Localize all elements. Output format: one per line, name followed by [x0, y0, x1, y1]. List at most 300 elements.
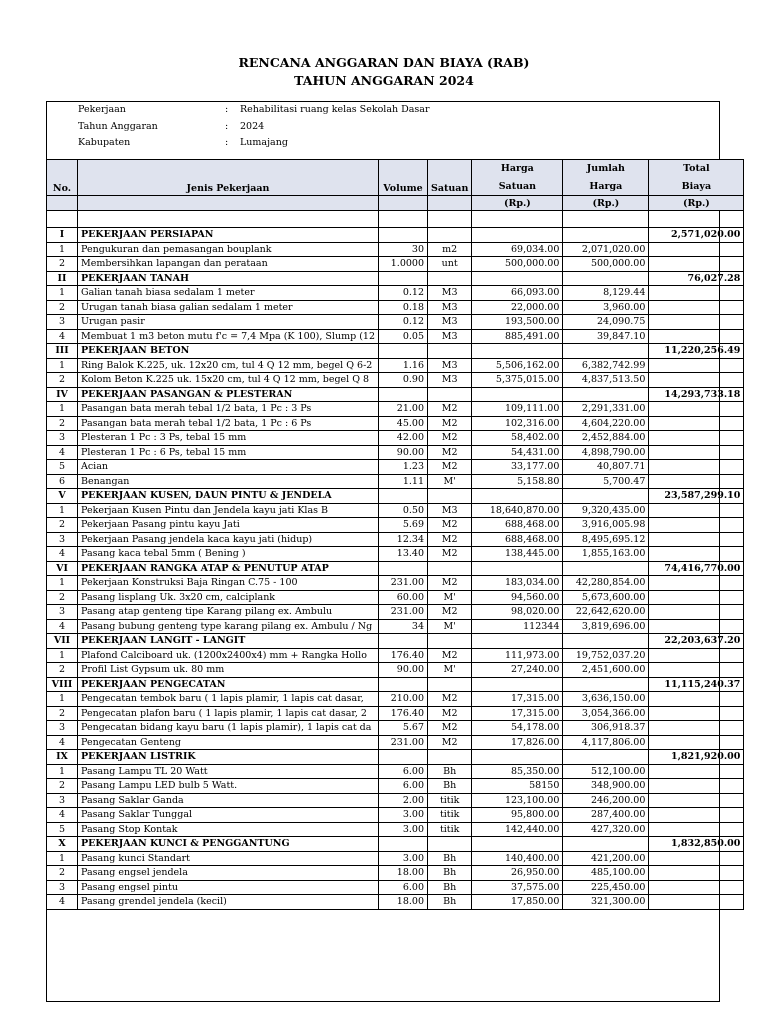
- item-harga-satuan: 58,402.00: [472, 431, 563, 446]
- item-name: Pekerjaan Konstruksi Baja Ringan C.75 - 100: [78, 576, 379, 591]
- table-row: [47, 576, 744, 591]
- header-rp: (Rp.): [472, 196, 563, 211]
- item-satuan: M2: [428, 706, 472, 721]
- empty-cell: [649, 576, 744, 591]
- empty-cell: [563, 677, 649, 692]
- item-number: 3: [47, 793, 78, 808]
- item-name: Galian tanah biasa sedalam 1 meter: [78, 286, 379, 301]
- info-label-kabupaten: Kabupaten: [78, 137, 131, 148]
- item-volume: 3.00: [379, 851, 428, 866]
- item-satuan: Bh: [428, 866, 472, 881]
- item-jumlah-harga: 500,000.00: [563, 257, 649, 272]
- info-label-tahun: Tahun Anggaran: [78, 121, 158, 132]
- section-total: 23,587,299.10: [649, 489, 744, 504]
- empty-cell: [649, 211, 744, 228]
- item-jumlah-harga: 22,642,620.00: [563, 605, 649, 620]
- item-name: Pasang kunci Standart: [78, 851, 379, 866]
- table-row: [47, 663, 744, 678]
- empty-cell: [563, 271, 649, 286]
- item-number: 2: [47, 257, 78, 272]
- empty-cell: [563, 489, 649, 504]
- item-satuan: M': [428, 590, 472, 605]
- header-total-line2: Biaya: [649, 178, 744, 196]
- item-jumlah-harga: 2,291,331.00: [563, 402, 649, 417]
- empty-cell: [379, 677, 428, 692]
- item-satuan: M3: [428, 315, 472, 330]
- item-satuan: M2: [428, 735, 472, 750]
- header-harga-line1: Harga: [472, 160, 563, 178]
- item-harga-satuan: 688,468.00: [472, 518, 563, 533]
- table-row: [47, 706, 744, 721]
- item-number: 5: [47, 822, 78, 837]
- empty-cell: [428, 677, 472, 692]
- item-name: Pasangan bata merah tebal 1/2 bata, 1 Pc : 3 Ps: [78, 402, 379, 417]
- item-harga-satuan: 111,973.00: [472, 648, 563, 663]
- item-harga-satuan: 17,315.00: [472, 706, 563, 721]
- header-jumlah-line1: Jumlah: [563, 160, 649, 178]
- item-number: 2: [47, 866, 78, 881]
- item-number: 2: [47, 779, 78, 794]
- empty-cell: [563, 561, 649, 576]
- item-jumlah-harga: 4,117,806.00: [563, 735, 649, 750]
- document-title: RENCANA ANGGARAN DAN BIAYA (RAB): [238, 55, 530, 70]
- table-row: [47, 605, 744, 620]
- item-volume: 1.0000: [379, 257, 428, 272]
- empty-cell: [379, 211, 428, 228]
- item-harga-satuan: 33,177.00: [472, 460, 563, 475]
- item-name: Plesteran 1 Pc : 6 Ps, tebal 15 mm: [78, 445, 379, 460]
- spacer-row: [47, 211, 744, 228]
- empty-cell: [428, 750, 472, 765]
- item-name: Acian: [78, 460, 379, 475]
- item-name: Profil List Gypsum uk. 80 mm: [78, 663, 379, 678]
- item-jumlah-harga: 39,847.10: [563, 329, 649, 344]
- item-number: 1: [47, 764, 78, 779]
- item-volume: 60.00: [379, 590, 428, 605]
- section-total: 22,203,637.20: [649, 634, 744, 649]
- item-number: 3: [47, 721, 78, 736]
- item-jumlah-harga: 3,916,005.98: [563, 518, 649, 533]
- empty-cell: [649, 445, 744, 460]
- item-number: 4: [47, 547, 78, 562]
- info-value-kabupaten: Lumajang: [240, 137, 288, 148]
- item-name: Urugan pasir: [78, 315, 379, 330]
- empty-cell: [649, 808, 744, 823]
- header-rp: (Rp.): [563, 196, 649, 211]
- empty-cell: [379, 837, 428, 852]
- item-jumlah-harga: 9,320,435.00: [563, 503, 649, 518]
- section-row: [47, 489, 744, 504]
- table-row: [47, 822, 744, 837]
- empty-cell: [472, 489, 563, 504]
- item-number: 4: [47, 619, 78, 634]
- section-name: PEKERJAAN TANAH: [78, 271, 379, 286]
- item-volume: 45.00: [379, 416, 428, 431]
- section-row: [47, 228, 744, 243]
- empty-cell: [428, 837, 472, 852]
- item-harga-satuan: 17,826.00: [472, 735, 563, 750]
- empty-cell: [47, 211, 78, 228]
- item-jumlah-harga: 8,495,695.12: [563, 532, 649, 547]
- section-name: PEKERJAAN RANGKA ATAP & PENUTUP ATAP: [78, 561, 379, 576]
- header-rp: (Rp.): [649, 196, 744, 211]
- empty-cell: [472, 837, 563, 852]
- item-satuan: M3: [428, 373, 472, 388]
- item-jumlah-harga: 427,320.00: [563, 822, 649, 837]
- item-name: Ring Balok K.225, uk. 12x20 cm, tul 4 Q 12 mm, begel Q 6-2: [78, 358, 379, 373]
- section-total: 14,293,733.18: [649, 387, 744, 402]
- item-satuan: Bh: [428, 851, 472, 866]
- empty-cell: [379, 634, 428, 649]
- item-name: Pasangan bata merah tebal 1/2 bata, 1 Pc : 6 Ps: [78, 416, 379, 431]
- table-row: [47, 721, 744, 736]
- item-harga-satuan: 17,850.00: [472, 895, 563, 910]
- item-jumlah-harga: 4,837,513.50: [563, 373, 649, 388]
- item-name: Membersihkan lapangan dan perataan: [78, 257, 379, 272]
- item-number: 1: [47, 648, 78, 663]
- item-satuan: M': [428, 663, 472, 678]
- empty-cell: [428, 271, 472, 286]
- empty-cell: [428, 211, 472, 228]
- info-label-pekerjaan: Pekerjaan: [78, 104, 126, 115]
- item-volume: 0.90: [379, 373, 428, 388]
- item-harga-satuan: 22,000.00: [472, 300, 563, 315]
- item-volume: 0.12: [379, 286, 428, 301]
- item-volume: 0.12: [379, 315, 428, 330]
- section-number: X: [47, 837, 78, 852]
- item-jumlah-harga: 2,451,600.00: [563, 663, 649, 678]
- table-row: [47, 735, 744, 750]
- item-volume: 6.00: [379, 779, 428, 794]
- section-total: 2,571,020.00: [649, 228, 744, 243]
- item-name: Pekerjaan Kusen Pintu dan Jendela kayu jati Klas B: [78, 503, 379, 518]
- empty-cell: [649, 692, 744, 707]
- item-harga-satuan: 885,491.00: [472, 329, 563, 344]
- item-satuan: M2: [428, 445, 472, 460]
- section-number: IV: [47, 387, 78, 402]
- item-name: Benangan: [78, 474, 379, 489]
- item-harga-satuan: 102,316.00: [472, 416, 563, 431]
- empty-cell: [472, 634, 563, 649]
- item-satuan: M2: [428, 402, 472, 417]
- empty-cell: [379, 387, 428, 402]
- item-name: Pasang Stop Kontak: [78, 822, 379, 837]
- empty-cell: [428, 561, 472, 576]
- table-row: [47, 590, 744, 605]
- item-satuan: M': [428, 474, 472, 489]
- table-row: [47, 503, 744, 518]
- item-harga-satuan: 85,350.00: [472, 764, 563, 779]
- section-total: 76,027.28: [649, 271, 744, 286]
- empty-cell: [563, 634, 649, 649]
- item-satuan: M3: [428, 358, 472, 373]
- empty-cell: [379, 561, 428, 576]
- section-number: III: [47, 344, 78, 359]
- item-jumlah-harga: 3,054,366.00: [563, 706, 649, 721]
- section-number: V: [47, 489, 78, 504]
- item-harga-satuan: 109,111.00: [472, 402, 563, 417]
- item-volume: 1.23: [379, 460, 428, 475]
- table-row: [47, 460, 744, 475]
- item-harga-satuan: 27,240.00: [472, 663, 563, 678]
- item-number: 4: [47, 329, 78, 344]
- item-jumlah-harga: 24,090.75: [563, 315, 649, 330]
- table-row: [47, 445, 744, 460]
- item-volume: 3.00: [379, 808, 428, 823]
- empty-cell: [649, 822, 744, 837]
- empty-cell: [649, 895, 744, 910]
- item-satuan: Bh: [428, 895, 472, 910]
- item-harga-satuan: 688,468.00: [472, 532, 563, 547]
- item-number: 6: [47, 474, 78, 489]
- section-number: VII: [47, 634, 78, 649]
- item-jumlah-harga: 348,900.00: [563, 779, 649, 794]
- item-volume: 5.69: [379, 518, 428, 533]
- empty-cell: [649, 257, 744, 272]
- section-number: VIII: [47, 677, 78, 692]
- item-name: Pekerjaan Pasang pintu kayu Jati: [78, 518, 379, 533]
- section-total: 11,220,256.49: [649, 344, 744, 359]
- table-row: [47, 373, 744, 388]
- item-harga-satuan: 58150: [472, 779, 563, 794]
- item-number: 4: [47, 735, 78, 750]
- empty-cell: [649, 605, 744, 620]
- table-row: [47, 286, 744, 301]
- item-volume: 21.00: [379, 402, 428, 417]
- item-satuan: M3: [428, 300, 472, 315]
- item-number: 4: [47, 895, 78, 910]
- empty-cell: [649, 779, 744, 794]
- section-row: [47, 634, 744, 649]
- item-harga-satuan: 142,440.00: [472, 822, 563, 837]
- table-row: [47, 329, 744, 344]
- item-name: Pasang grendel jendela (kecil): [78, 895, 379, 910]
- empty-cell: [649, 663, 744, 678]
- empty-cell: [649, 793, 744, 808]
- header-total-line1: Total: [649, 160, 744, 178]
- empty-cell: [563, 228, 649, 243]
- item-satuan: M2: [428, 518, 472, 533]
- item-volume: 1.11: [379, 474, 428, 489]
- item-number: 2: [47, 590, 78, 605]
- item-satuan: M3: [428, 329, 472, 344]
- item-number: 1: [47, 286, 78, 301]
- item-jumlah-harga: 512,100.00: [563, 764, 649, 779]
- table-row: [47, 402, 744, 417]
- item-harga-satuan: 17,315.00: [472, 692, 563, 707]
- empty-cell: [649, 315, 744, 330]
- item-jumlah-harga: 2,452,884.00: [563, 431, 649, 446]
- item-satuan: M2: [428, 692, 472, 707]
- section-number: IX: [47, 750, 78, 765]
- empty-cell: [379, 344, 428, 359]
- item-jumlah-harga: 4,604,220.00: [563, 416, 649, 431]
- info-separator: :: [225, 104, 229, 115]
- item-satuan: Bh: [428, 880, 472, 895]
- item-number: 1: [47, 402, 78, 417]
- empty-cell: [649, 721, 744, 736]
- section-number: II: [47, 271, 78, 286]
- empty-cell: [649, 590, 744, 605]
- item-volume: 12.34: [379, 532, 428, 547]
- item-number: 3: [47, 605, 78, 620]
- table-row: [47, 358, 744, 373]
- header-satuan: Satuan: [428, 160, 472, 196]
- item-harga-satuan: 193,500.00: [472, 315, 563, 330]
- item-harga-satuan: 500,000.00: [472, 257, 563, 272]
- item-volume: 30: [379, 242, 428, 257]
- item-jumlah-harga: 3,819,696.00: [563, 619, 649, 634]
- empty-cell: [649, 358, 744, 373]
- empty-cell: [472, 677, 563, 692]
- item-volume: 231.00: [379, 576, 428, 591]
- item-name: Pasang atap genteng tipe Karang pilang ex. Ambulu: [78, 605, 379, 620]
- empty-cell: [472, 344, 563, 359]
- item-satuan: M2: [428, 648, 472, 663]
- item-volume: 13.40: [379, 547, 428, 562]
- item-jumlah-harga: 4,898,790.00: [563, 445, 649, 460]
- item-harga-satuan: 5,158.80: [472, 474, 563, 489]
- table-row: [47, 416, 744, 431]
- item-number: 2: [47, 416, 78, 431]
- item-volume: 18.00: [379, 866, 428, 881]
- info-separator: :: [225, 121, 229, 132]
- table-row: [47, 619, 744, 634]
- item-harga-satuan: 94,560.00: [472, 590, 563, 605]
- table-row: [47, 518, 744, 533]
- info-separator: :: [225, 137, 229, 148]
- item-number: 2: [47, 518, 78, 533]
- empty-cell: [428, 387, 472, 402]
- item-number: 1: [47, 358, 78, 373]
- table-row: [47, 692, 744, 707]
- item-harga-satuan: 69,034.00: [472, 242, 563, 257]
- item-number: 3: [47, 315, 78, 330]
- empty-cell: [649, 402, 744, 417]
- table-row: [47, 532, 744, 547]
- item-satuan: M2: [428, 532, 472, 547]
- section-row: [47, 837, 744, 852]
- empty-cell: [379, 228, 428, 243]
- table-row: [47, 764, 744, 779]
- table-row: [47, 793, 744, 808]
- item-name: Pekerjaan Pasang jendela kaca kayu jati (hidup): [78, 532, 379, 547]
- section-row: [47, 561, 744, 576]
- item-name: Pasang bubung genteng type karang pilang ex. Ambulu / Ng: [78, 619, 379, 634]
- item-harga-satuan: 123,100.00: [472, 793, 563, 808]
- section-number: VI: [47, 561, 78, 576]
- item-volume: 176.40: [379, 648, 428, 663]
- item-harga-satuan: 5,375,015.00: [472, 373, 563, 388]
- empty-cell: [649, 880, 744, 895]
- item-number: 3: [47, 532, 78, 547]
- empty-cell: [472, 271, 563, 286]
- empty-cell: [649, 373, 744, 388]
- section-name: PEKERJAAN LISTRIK: [78, 750, 379, 765]
- item-satuan: M2: [428, 431, 472, 446]
- item-jumlah-harga: 40,807.71: [563, 460, 649, 475]
- item-name: Pasang kaca tebal 5mm ( Bening ): [78, 547, 379, 562]
- item-jumlah-harga: 3,960.00: [563, 300, 649, 315]
- item-jumlah-harga: 1,855,163.00: [563, 547, 649, 562]
- item-satuan: M2: [428, 605, 472, 620]
- empty-cell: [649, 431, 744, 446]
- item-name: Pasang engsel jendela: [78, 866, 379, 881]
- section-name: PEKERJAAN KUSEN, DAUN PINTU & JENDELA: [78, 489, 379, 504]
- item-harga-satuan: 66,093.00: [472, 286, 563, 301]
- document-subtitle: TAHUN ANGGARAN 2024: [294, 73, 474, 88]
- item-satuan: M2: [428, 460, 472, 475]
- empty-cell: [649, 416, 744, 431]
- item-satuan: titik: [428, 822, 472, 837]
- header-blank: [47, 196, 78, 211]
- item-jumlah-harga: 8,129.44: [563, 286, 649, 301]
- header-volume: Volume: [379, 160, 428, 196]
- item-number: 1: [47, 692, 78, 707]
- header-jenis-pekerjaan: Jenis Pekerjaan: [78, 160, 379, 196]
- item-name: Pasang Saklar Tunggal: [78, 808, 379, 823]
- item-jumlah-harga: 421,200.00: [563, 851, 649, 866]
- empty-cell: [649, 503, 744, 518]
- item-satuan: M2: [428, 576, 472, 591]
- empty-cell: [649, 547, 744, 562]
- item-satuan: M2: [428, 547, 472, 562]
- section-total: 74,416,770.00: [649, 561, 744, 576]
- item-volume: 231.00: [379, 735, 428, 750]
- table-row: [47, 648, 744, 663]
- item-number: 3: [47, 880, 78, 895]
- item-satuan: M3: [428, 286, 472, 301]
- section-row: [47, 750, 744, 765]
- item-volume: 2.00: [379, 793, 428, 808]
- empty-cell: [649, 706, 744, 721]
- empty-cell: [649, 764, 744, 779]
- empty-cell: [649, 460, 744, 475]
- item-satuan: unt: [428, 257, 472, 272]
- item-volume: 18.00: [379, 895, 428, 910]
- section-total: 1,821,920.00: [649, 750, 744, 765]
- section-name: PEKERJAAN PERSIAPAN: [78, 228, 379, 243]
- item-number: 1: [47, 503, 78, 518]
- item-harga-satuan: 138,445.00: [472, 547, 563, 562]
- item-volume: 231.00: [379, 605, 428, 620]
- item-number: 2: [47, 300, 78, 315]
- empty-cell: [379, 750, 428, 765]
- item-volume: 42.00: [379, 431, 428, 446]
- item-volume: 6.00: [379, 764, 428, 779]
- section-row: [47, 344, 744, 359]
- item-volume: 0.18: [379, 300, 428, 315]
- item-name: Pasang Lampu TL 20 Watt: [78, 764, 379, 779]
- item-volume: 3.00: [379, 822, 428, 837]
- item-harga-satuan: 37,575.00: [472, 880, 563, 895]
- item-jumlah-harga: 246,200.00: [563, 793, 649, 808]
- empty-cell: [472, 387, 563, 402]
- item-name: Pengecatan bidang kayu baru (1 lapis plamir), 1 lapis cat da: [78, 721, 379, 736]
- empty-cell: [649, 619, 744, 634]
- table-row: [47, 242, 744, 257]
- item-name: Pasang lisplang Uk. 3x20 cm, calciplank: [78, 590, 379, 605]
- table-row: [47, 431, 744, 446]
- item-name: Pengecatan Genteng: [78, 735, 379, 750]
- item-volume: 5.67: [379, 721, 428, 736]
- header-no: No.: [47, 160, 78, 196]
- item-harga-satuan: 54,431.00: [472, 445, 563, 460]
- item-harga-satuan: 54,178.00: [472, 721, 563, 736]
- item-volume: 90.00: [379, 445, 428, 460]
- empty-cell: [649, 532, 744, 547]
- empty-cell: [379, 489, 428, 504]
